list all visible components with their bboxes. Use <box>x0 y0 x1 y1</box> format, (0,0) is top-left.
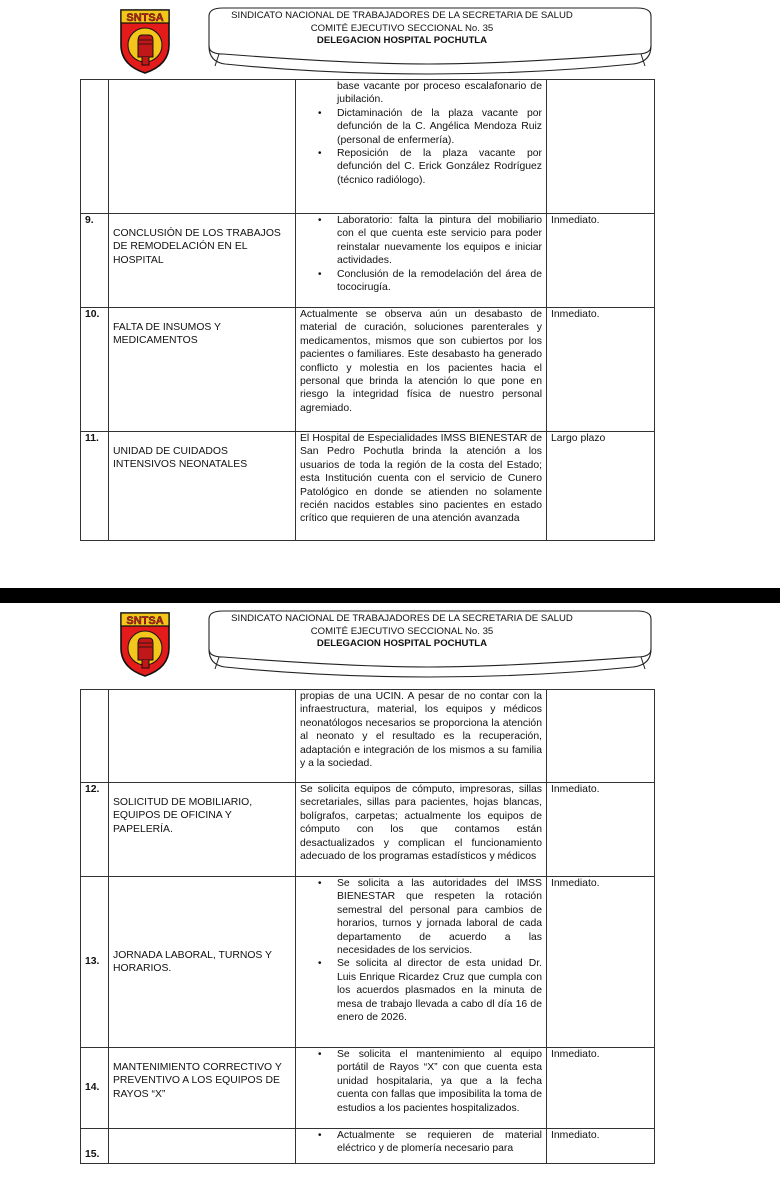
row-term: Inmediato. <box>547 1129 655 1164</box>
row-description <box>296 80 547 214</box>
row-description: propias de una UCIN. A pesar de no contar con la infraestructura, material, los equipos y médicos neonatólogos necesarios se proporciona la atención al neonato y el resultado es la recuperación, adaptación e integración de los mismos a su familia y a la sociedad. <box>296 690 547 783</box>
row-description: Se solicita equipos de cómputo, impresoras, sillas secretariales, sillas para pacientes, hojas blancas, bolígrafos, carpetas; actualmente los equipos de cómputo con los que contamos están desactualizados y complican el funcionamiento adecuado de los programas estadísticos y médicos <box>296 783 547 877</box>
row-number: 10. <box>81 308 109 432</box>
svg-text:SNTSA: SNTSA <box>126 615 164 627</box>
list-item: • Se solicita el mantenimiento al equipo portátil de Rayos “X” con que cuenta esta unidad hospitalaria, ya que a la fecha cuenta con fallas que imposibilita la toma de estudios a los pacientes hospitalizados. <box>300 1048 542 1115</box>
row-description <box>296 1129 547 1164</box>
row-term: Inmediato. <box>547 308 655 432</box>
table-row <box>81 214 655 308</box>
row-topic <box>109 1129 296 1164</box>
document-page-2 <box>0 603 780 1200</box>
row-number: 15. <box>81 1129 109 1164</box>
header-line-delegation: DELEGACION HOSPITAL POCHUTLA <box>316 35 488 46</box>
row-number <box>81 690 109 783</box>
list-item: • Laboratorio: falta la pintura del mobiliario con el que cuenta este servicio para poder reinstalar nuevamente los equipos e iniciar actividades. <box>300 214 542 268</box>
table-row <box>81 690 655 783</box>
header-line-union: SINDICATO NACIONAL DE TRABAJADORES DE LA SECRETARIA DE SALUD <box>231 613 573 624</box>
row-term: Inmediato. <box>547 214 655 308</box>
row-description: Actualmente se observa aún un desabasto de material de curación, soluciones parenterales y medicamentos, mismos que son cubiertos por los pacientes o familiares. Este desabasto ha generado conflicto y molestia en los pacientes hacia el personal que brinda la atención lo que pone en riesgo la integridad física de nuestro personal agremiado. <box>296 308 547 432</box>
table-row <box>81 783 655 877</box>
list-item: • Reposición de la plaza vacante por defunción del C. Erick González Rodríguez (técnico radiólogo). <box>300 147 542 187</box>
row-number: 11. <box>81 432 109 541</box>
table-row <box>81 1048 655 1129</box>
table-row <box>81 308 655 432</box>
list-item: • Se solicita al director de esta unidad Dr. Luis Enrique Ricardez Cruz que cumpla con los acuerdos plasmados en la minuta de mesa de trabajo llevada a cabo dl día 16 de enero de 2026. <box>300 957 542 1024</box>
row-term: Largo plazo <box>547 432 655 541</box>
row-number <box>81 80 109 214</box>
header-line-committee: COMITÉ EJECUTIVO SECCIONAL No. 35 <box>310 625 494 637</box>
row-topic: UNIDAD DE CUIDADOS INTENSIVOS NEONATALES <box>109 432 296 541</box>
row-description: El Hospital de Especialidades IMSS BIENESTAR de San Pedro Pochutla brinda la atención a los usuarios de toda la región de la costa del Estado; esta Institución cuenta con el servicio de Cunero Patológico en donde se atienden no solamente recién nacidos estables sino pacientes en estado crítico que requieren de una atención avanzada <box>296 432 547 541</box>
list-item: base vacante por proceso escalafonario de jubilación. <box>337 81 542 106</box>
table-row <box>81 1129 655 1164</box>
header-line-committee: COMITÉ EJECUTIVO SECCIONAL No. 35 <box>310 22 494 34</box>
row-topic: SOLICITUD DE MOBILIARIO, EQUIPOS DE OFICINA Y PAPELERÍA. <box>109 783 296 877</box>
header-line-union: SINDICATO NACIONAL DE TRABAJADORES DE LA SECRETARIA DE SALUD <box>231 10 573 21</box>
row-topic <box>109 690 296 783</box>
row-number: 13. <box>81 877 109 1048</box>
row-topic: FALTA DE INSUMOS Y MEDICAMENTOS <box>109 308 296 432</box>
header-text <box>222 613 582 651</box>
row-topic: JORNADA LABORAL, TURNOS Y HORARIOS. <box>109 877 296 1048</box>
list-item: • Conclusión de la remodelación del área de tococirugía. <box>300 268 542 295</box>
document-table-2 <box>80 689 655 1164</box>
list-item: • Actualmente se requieren de material eléctrico y de plomería necesario para <box>300 1129 542 1156</box>
row-term: Inmediato. <box>547 877 655 1048</box>
document-table-1 <box>80 79 655 541</box>
row-topic: CONCLUSIÓN DE LOS TRABAJOS DE REMODELACIÓN EN EL HOSPITAL <box>109 214 296 308</box>
row-number: 14. <box>81 1048 109 1129</box>
row-term: Inmediato. <box>547 1048 655 1129</box>
row-description <box>296 877 547 1048</box>
row-term: Inmediato. <box>547 783 655 877</box>
sntsa-logo-icon <box>118 7 172 75</box>
header-text <box>222 10 582 48</box>
header-line-delegation: DELEGACION HOSPITAL POCHUTLA <box>316 638 488 649</box>
sntsa-logo-icon <box>118 610 172 678</box>
list-item: • Se solicita a las autoridades del IMSS BIENESTAR que respeten la rotación semestral del personal para cambios de horarios, turnos y jornada laboral de cada departamento de acuerdo a las necesidades de los servicios. <box>300 877 542 957</box>
row-topic <box>109 80 296 214</box>
row-number: 9. <box>81 214 109 308</box>
row-term <box>547 690 655 783</box>
table-row <box>81 877 655 1048</box>
table-row <box>81 80 655 214</box>
svg-text:SNTSA: SNTSA <box>126 12 164 24</box>
list-item: • Dictaminación de la plaza vacante por defunción de la C. Angélica Mendoza Ruiz (personal de enfermería). <box>300 107 542 147</box>
row-topic: MANTENIMIENTO CORRECTIVO Y PREVENTIVO A LOS EQUIPOS DE RAYOS “X” <box>109 1048 296 1129</box>
table-row <box>81 432 655 541</box>
row-term <box>547 80 655 214</box>
row-number: 12. <box>81 783 109 877</box>
row-description <box>296 1048 547 1129</box>
row-description <box>296 214 547 308</box>
document-page-1 <box>0 0 780 588</box>
